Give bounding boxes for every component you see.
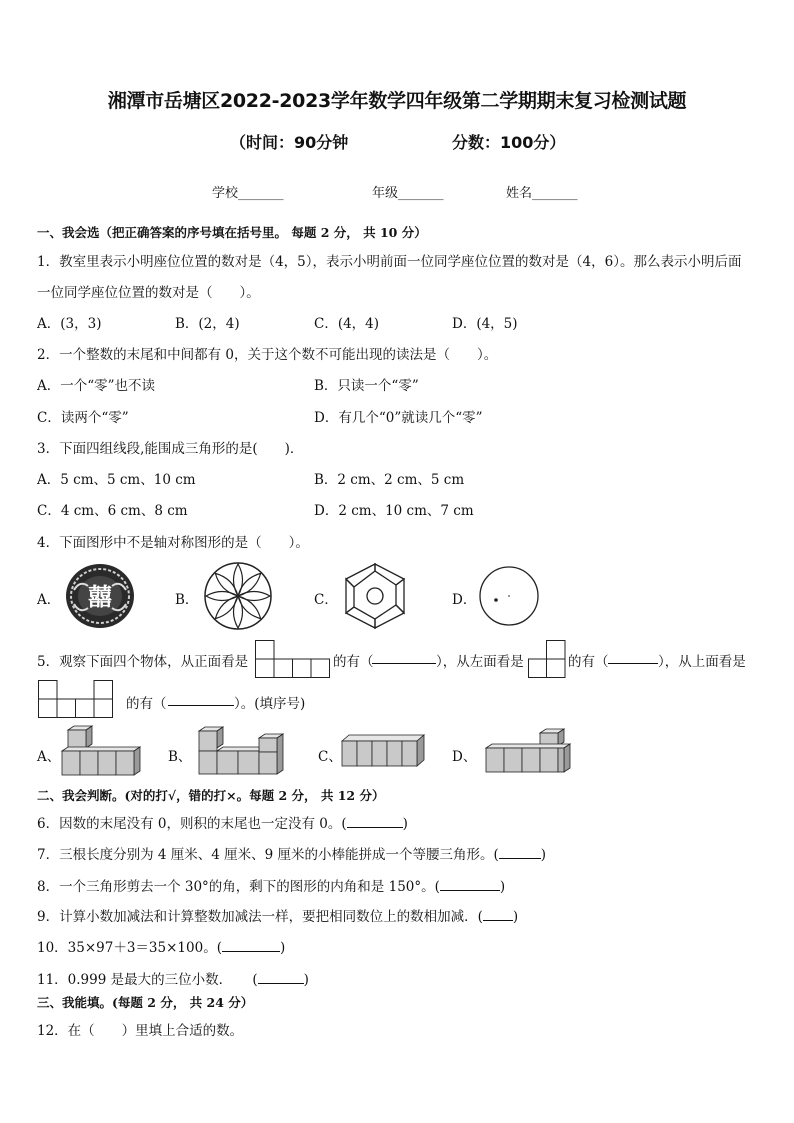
q4-option-b: B．: [175, 592, 199, 608]
q6-row: [37, 812, 408, 832]
q5-part6: 的有（: [126, 696, 167, 712]
exam-title: 湘潭市岳塘区2022-2023学年数学四年级第二学期期末复习检测试题: [107, 90, 687, 112]
pinwheel-figure: [338, 561, 412, 631]
q3-option-a: A．5 cm、5 cm、10 cm: [37, 472, 196, 488]
q5-part7: ）。(填序号): [234, 696, 306, 712]
cube-stack-a-figure: [60, 726, 142, 776]
seal-character: 囍: [88, 583, 112, 611]
cube-stack-d-figure: [484, 728, 572, 774]
q9-row: [37, 905, 518, 925]
double-happiness-seal-figure: [64, 562, 136, 630]
q10-row: [37, 936, 285, 956]
q5-option-d: D、: [452, 749, 477, 765]
q1-line2: 一位同学座位位置的数对是（ ）。: [37, 285, 260, 301]
name-field: 姓名_______: [506, 186, 578, 201]
top-view-figure: [38, 680, 114, 718]
school-field: 学校_______: [212, 186, 284, 201]
section-2-heading: 二、我会判断。(对的打√，错的打×。每题 2 分， 共 12 分）: [37, 788, 385, 803]
q7-close: ): [540, 847, 547, 863]
q5-part3: ），从左面看是: [436, 654, 524, 670]
q5-blank-2[interactable]: [608, 651, 658, 664]
q1-option-c: C．(4，4): [314, 316, 380, 332]
q5-part4: 的有（: [568, 654, 609, 670]
exam-time: （时间：90分钟: [230, 133, 349, 152]
q4-text: 4．下面图形中不是轴对称图形的是（ ）。: [37, 535, 309, 551]
q4-option-a: A．: [37, 592, 61, 608]
grade-field: 年级_______: [372, 186, 444, 201]
q3-text: 3．下面四组线段,能围成三角形的是( )．: [37, 441, 304, 457]
cube-stack-c-figure: [340, 734, 426, 770]
q4-option-d: D．: [452, 592, 477, 608]
q8-close: ): [499, 879, 506, 895]
q6-close: ): [402, 816, 408, 832]
q2-option-b: B．只读一个“零”: [314, 378, 419, 394]
q5-part2: 的有（: [333, 654, 374, 670]
q9-text: 9．计算小数加减法和计算整数加减法一样，要把相同数位上的数相加减．(: [37, 909, 483, 925]
q8-row: [37, 875, 505, 895]
q9-answer-blank[interactable]: [483, 908, 513, 921]
q5-option-c: C、: [318, 749, 342, 765]
q3-option-d: D．2 cm、10 cm、7 cm: [314, 503, 474, 519]
q1-option-a: A．(3，3): [37, 316, 102, 332]
q11-row: [37, 968, 309, 988]
flower-circle-figure: [202, 561, 274, 631]
q3-option-b: B．2 cm、2 cm、5 cm: [314, 472, 465, 488]
q8-text: 8．一个三角形剪去一个 30°的角，剩下的图形的内角和是 150°。(: [37, 879, 440, 895]
q3-option-c: C．4 cm、6 cm、8 cm: [37, 503, 188, 519]
q10-text: 10．35×97＋3＝35×100。(: [37, 940, 222, 956]
q11-close: ): [303, 972, 309, 988]
section-1-heading: 一、我会选（把正确答案的序号填在括号里。 每题 2 分， 共 10 分）: [37, 225, 427, 240]
front-view-figure: [255, 640, 331, 678]
q2-option-c: C．读两个“零”: [37, 410, 129, 426]
q12-text: 12．在（ ）里填上合适的数。: [37, 1023, 244, 1039]
q6-answer-blank[interactable]: [347, 815, 403, 828]
left-view-figure: [528, 640, 566, 678]
q5-blank-1[interactable]: [372, 651, 436, 664]
q11-answer-blank[interactable]: [258, 971, 304, 984]
q8-answer-blank[interactable]: [440, 878, 500, 891]
q5-part1: 5．观察下面四个物体，从正面看是: [37, 654, 249, 670]
section-3-heading: 三、我能填。(每题 2 分， 共 24 分）: [37, 995, 254, 1010]
q11-text: 11．0.999 是最大的三位小数． (: [37, 972, 258, 988]
q10-close: ): [279, 940, 286, 956]
q2-text: 2．一个整数的末尾和中间都有 0，关于这个数不可能出现的读法是（ ）。: [37, 347, 498, 363]
q7-answer-blank[interactable]: [499, 846, 541, 859]
circle-dot-figure: [478, 565, 540, 627]
q1-option-b: B．(2，4): [175, 316, 240, 332]
q2-option-a: A．一个“零”也不读: [37, 378, 156, 394]
q1-line1: 1．教室里表示小明座位位置的数对是（4，5），表示小明前面一位同学座位位置的数对是（4，6）。那么表示小明后面: [37, 254, 742, 270]
q5-blank-3[interactable]: [168, 693, 234, 706]
q5-option-b: B、: [168, 749, 192, 765]
q5-part5: ），从上面看是: [658, 654, 746, 670]
q7-row: [37, 843, 546, 863]
q5-option-a: A、: [37, 749, 61, 765]
q1-option-d: D．(4，5): [452, 316, 518, 332]
q2-option-d: D．有几个“0”就读几个“零”: [314, 410, 483, 426]
q4-option-c: C．: [314, 592, 338, 608]
cube-stack-b-figure: [197, 726, 285, 776]
q9-close: ): [512, 909, 519, 925]
q7-text: 7．三根长度分别为 4 厘米、4 厘米、9 厘米的小棒能拼成一个等腰三角形。(: [37, 847, 499, 863]
q6-text: 6．因数的末尾没有 0，则积的末尾也一定没有 0。(: [37, 816, 347, 832]
exam-score: 分数：100分）: [452, 133, 566, 152]
q10-answer-blank[interactable]: [222, 939, 280, 952]
